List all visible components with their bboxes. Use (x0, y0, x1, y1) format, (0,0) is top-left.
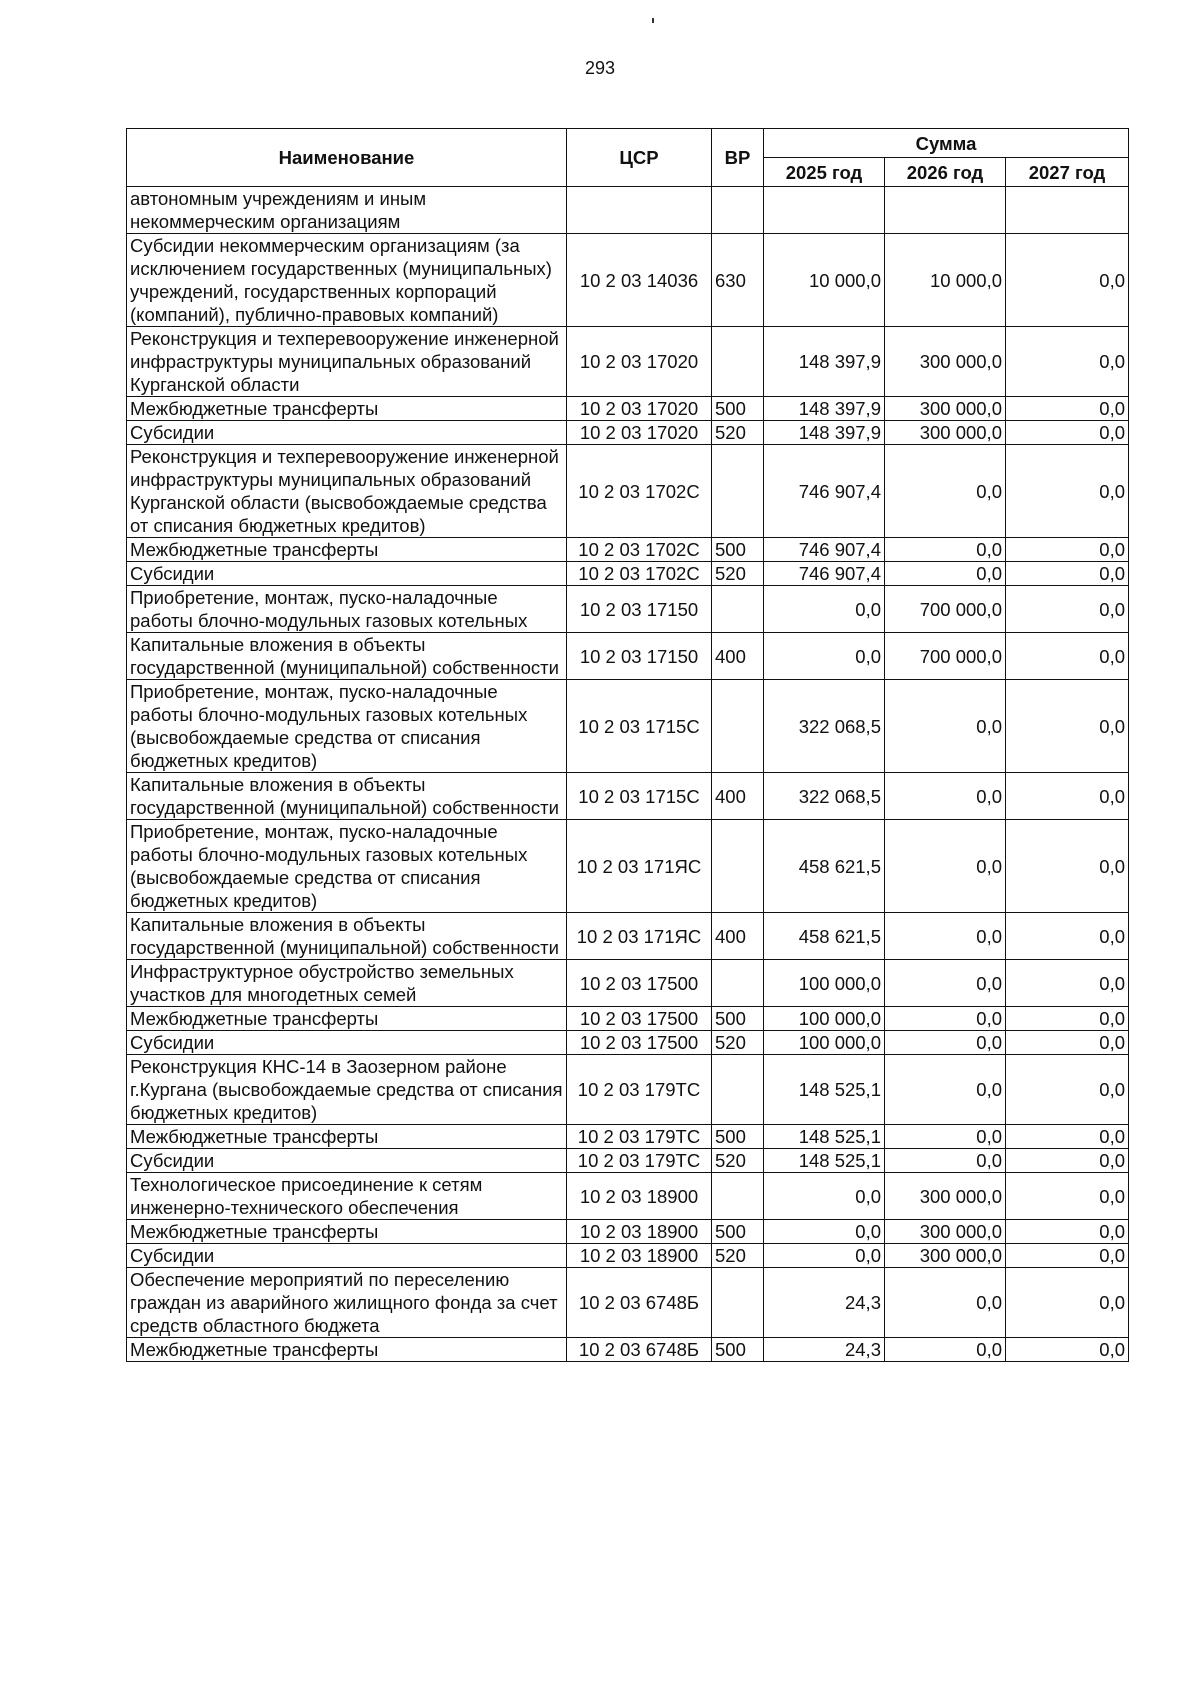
row-vr: 500 (712, 1338, 764, 1362)
row-csr: 10 2 03 17020 (567, 421, 712, 445)
row-amount-2027: 0,0 (1006, 445, 1129, 538)
table-row (127, 327, 1129, 397)
scan-mark (652, 18, 654, 23)
table-row (127, 820, 1129, 913)
table-row (127, 397, 1129, 421)
row-amount-2026: 0,0 (885, 1055, 1006, 1125)
row-amount-2027: 0,0 (1006, 1149, 1129, 1173)
row-amount-2027: 0,0 (1006, 1125, 1129, 1149)
row-name: Капитальные вложения в объекты государственной (муниципальной) собственности (127, 633, 567, 680)
row-amount-2027: 0,0 (1006, 1031, 1129, 1055)
row-vr: 630 (712, 234, 764, 327)
row-vr (712, 586, 764, 633)
row-amount-2026: 0,0 (885, 538, 1006, 562)
row-name: Обеспечение мероприятий по переселению граждан из аварийного жилищного фонда за счет средств областного бюджета (127, 1268, 567, 1338)
row-amount-2025: 24,3 (764, 1268, 885, 1338)
row-vr: 520 (712, 1031, 764, 1055)
row-amount-2026: 0,0 (885, 445, 1006, 538)
row-vr (712, 680, 764, 773)
row-vr: 520 (712, 1149, 764, 1173)
row-amount-2025: 0,0 (764, 1244, 885, 1268)
row-amount-2025: 24,3 (764, 1338, 885, 1362)
table-row (127, 1338, 1129, 1362)
table-row (127, 187, 1129, 234)
table-row (127, 633, 1129, 680)
header-year-2026: 2026 год (885, 158, 1006, 187)
row-csr: 10 2 03 6748Б (567, 1268, 712, 1338)
table-row (127, 1244, 1129, 1268)
row-vr (712, 960, 764, 1007)
row-name: Капитальные вложения в объекты государственной (муниципальной) собственности (127, 773, 567, 820)
row-name: автономным учреждениям и иным некоммерческим организациям (127, 187, 567, 234)
header-year-2025: 2025 год (764, 158, 885, 187)
row-vr (712, 1173, 764, 1220)
row-amount-2027: 0,0 (1006, 1173, 1129, 1220)
row-amount-2027: 0,0 (1006, 538, 1129, 562)
row-amount-2026: 0,0 (885, 960, 1006, 1007)
row-csr: 10 2 03 171ЯС (567, 913, 712, 960)
row-amount-2025: 458 621,5 (764, 913, 885, 960)
table-row (127, 1149, 1129, 1173)
row-amount-2026: 0,0 (885, 1007, 1006, 1031)
row-csr: 10 2 03 1715С (567, 680, 712, 773)
row-amount-2026: 300 000,0 (885, 1220, 1006, 1244)
row-amount-2025: 0,0 (764, 1173, 885, 1220)
row-vr: 520 (712, 562, 764, 586)
table-row (127, 445, 1129, 538)
row-csr: 10 2 03 1702С (567, 445, 712, 538)
header-year-2027: 2027 год (1006, 158, 1129, 187)
row-amount-2027: 0,0 (1006, 1268, 1129, 1338)
row-amount-2025: 100 000,0 (764, 1007, 885, 1031)
header-csr: ЦСР (567, 129, 712, 187)
row-amount-2026: 0,0 (885, 1125, 1006, 1149)
row-vr: 500 (712, 538, 764, 562)
row-name: Субсидии (127, 421, 567, 445)
row-amount-2027: 0,0 (1006, 421, 1129, 445)
row-amount-2026: 0,0 (885, 680, 1006, 773)
table-row (127, 1007, 1129, 1031)
table-row (127, 562, 1129, 586)
row-name: Субсидии (127, 1149, 567, 1173)
row-name: Межбюджетные трансферты (127, 1007, 567, 1031)
row-vr: 520 (712, 421, 764, 445)
row-name: Межбюджетные трансферты (127, 397, 567, 421)
row-amount-2026: 0,0 (885, 562, 1006, 586)
table-row (127, 421, 1129, 445)
row-vr (712, 187, 764, 234)
row-amount-2025: 322 068,5 (764, 773, 885, 820)
row-amount-2025: 148 525,1 (764, 1125, 885, 1149)
row-name: Реконструкция КНС-14 в Заозерном районе г.Кургана (высвобождаемые средства от списания бюджетных кредитов) (127, 1055, 567, 1125)
row-amount-2025: 746 907,4 (764, 538, 885, 562)
row-amount-2027: 0,0 (1006, 1055, 1129, 1125)
row-amount-2025: 0,0 (764, 633, 885, 680)
row-csr: 10 2 03 179ТС (567, 1055, 712, 1125)
row-amount-2026: 0,0 (885, 773, 1006, 820)
row-amount-2027: 0,0 (1006, 633, 1129, 680)
row-amount-2026: 0,0 (885, 820, 1006, 913)
row-csr: 10 2 03 17500 (567, 1007, 712, 1031)
row-name: Реконструкция и техперевооружение инженерной инфраструктуры муниципальных образований Курганской области (высвобождаемые средства от списания бюджетных кредитов) (127, 445, 567, 538)
row-csr: 10 2 03 1715С (567, 773, 712, 820)
table-row (127, 773, 1129, 820)
page-number: 293 (584, 58, 616, 78)
row-csr: 10 2 03 18900 (567, 1244, 712, 1268)
row-name: Технологическое присоединение к сетям инженерно-технического обеспечения (127, 1173, 567, 1220)
row-amount-2027: 0,0 (1006, 960, 1129, 1007)
row-amount-2027: 0,0 (1006, 586, 1129, 633)
row-csr: 10 2 03 18900 (567, 1220, 712, 1244)
row-amount-2025: 148 397,9 (764, 397, 885, 421)
table-body (127, 187, 1129, 1362)
row-amount-2025: 148 397,9 (764, 327, 885, 397)
row-vr: 500 (712, 397, 764, 421)
row-vr: 500 (712, 1007, 764, 1031)
row-vr (712, 327, 764, 397)
row-name: Межбюджетные трансферты (127, 538, 567, 562)
row-csr (567, 187, 712, 234)
row-amount-2025: 100 000,0 (764, 1031, 885, 1055)
row-amount-2026: 0,0 (885, 1268, 1006, 1338)
row-vr: 400 (712, 773, 764, 820)
row-amount-2026: 0,0 (885, 913, 1006, 960)
row-csr: 10 2 03 6748Б (567, 1338, 712, 1362)
header-vr: ВР (712, 129, 764, 187)
row-amount-2027: 0,0 (1006, 1244, 1129, 1268)
row-vr: 500 (712, 1125, 764, 1149)
row-vr: 400 (712, 633, 764, 680)
row-amount-2027: 0,0 (1006, 1338, 1129, 1362)
row-vr: 500 (712, 1220, 764, 1244)
row-amount-2027: 0,0 (1006, 1007, 1129, 1031)
row-amount-2026: 10 000,0 (885, 234, 1006, 327)
row-amount-2026: 300 000,0 (885, 327, 1006, 397)
row-amount-2025: 148 525,1 (764, 1055, 885, 1125)
row-amount-2026: 700 000,0 (885, 633, 1006, 680)
table-row (127, 1031, 1129, 1055)
header-sum: Сумма (764, 129, 1129, 158)
row-amount-2025: 746 907,4 (764, 445, 885, 538)
row-name: Инфраструктурное обустройство земельных участков для многодетных семей (127, 960, 567, 1007)
row-amount-2027: 0,0 (1006, 773, 1129, 820)
row-amount-2025: 746 907,4 (764, 562, 885, 586)
row-name: Приобретение, монтаж, пуско-наладочные работы блочно-модульных газовых котельных (высвобождаемые средства от списания бюджетных кредитов) (127, 820, 567, 913)
row-vr: 400 (712, 913, 764, 960)
row-amount-2025: 148 525,1 (764, 1149, 885, 1173)
row-name: Субсидии (127, 562, 567, 586)
row-name: Межбюджетные трансферты (127, 1338, 567, 1362)
row-amount-2027: 0,0 (1006, 562, 1129, 586)
row-csr: 10 2 03 17020 (567, 397, 712, 421)
table-row (127, 538, 1129, 562)
row-name: Субсидии (127, 1244, 567, 1268)
row-amount-2026: 300 000,0 (885, 1244, 1006, 1268)
row-amount-2025: 10 000,0 (764, 234, 885, 327)
row-amount-2026 (885, 187, 1006, 234)
row-csr: 10 2 03 17020 (567, 327, 712, 397)
table-row (127, 586, 1129, 633)
row-csr: 10 2 03 171ЯС (567, 820, 712, 913)
row-amount-2027: 0,0 (1006, 820, 1129, 913)
table-row (127, 1220, 1129, 1244)
row-amount-2026: 0,0 (885, 1338, 1006, 1362)
table-row (127, 960, 1129, 1007)
table-row (127, 1055, 1129, 1125)
row-amount-2026: 0,0 (885, 1149, 1006, 1173)
row-csr: 10 2 03 14036 (567, 234, 712, 327)
row-vr (712, 820, 764, 913)
row-csr: 10 2 03 17150 (567, 633, 712, 680)
header-name: Наименование (127, 129, 567, 187)
row-amount-2025: 322 068,5 (764, 680, 885, 773)
row-vr (712, 445, 764, 538)
row-csr: 10 2 03 17500 (567, 960, 712, 1007)
row-amount-2027: 0,0 (1006, 1220, 1129, 1244)
row-amount-2025: 0,0 (764, 1220, 885, 1244)
row-csr: 10 2 03 18900 (567, 1173, 712, 1220)
row-csr: 10 2 03 17500 (567, 1031, 712, 1055)
row-vr (712, 1055, 764, 1125)
row-name: Субсидии (127, 1031, 567, 1055)
row-name: Приобретение, монтаж, пуско-наладочные работы блочно-модульных газовых котельных (127, 586, 567, 633)
row-amount-2026: 0,0 (885, 1031, 1006, 1055)
row-amount-2027 (1006, 187, 1129, 234)
table-row (127, 913, 1129, 960)
row-name: Реконструкция и техперевооружение инженерной инфраструктуры муниципальных образований Курганской области (127, 327, 567, 397)
table-row (127, 1173, 1129, 1220)
budget-table (126, 128, 1129, 1362)
row-amount-2026: 300 000,0 (885, 421, 1006, 445)
row-csr: 10 2 03 1702С (567, 562, 712, 586)
row-amount-2026: 300 000,0 (885, 1173, 1006, 1220)
row-csr: 10 2 03 1702С (567, 538, 712, 562)
row-amount-2027: 0,0 (1006, 913, 1129, 960)
row-csr: 10 2 03 179ТС (567, 1125, 712, 1149)
row-amount-2026: 300 000,0 (885, 397, 1006, 421)
row-amount-2027: 0,0 (1006, 680, 1129, 773)
row-name: Капитальные вложения в объекты государственной (муниципальной) собственности (127, 913, 567, 960)
table-row (127, 680, 1129, 773)
row-amount-2027: 0,0 (1006, 397, 1129, 421)
table-row (127, 1268, 1129, 1338)
row-csr: 10 2 03 17150 (567, 586, 712, 633)
row-amount-2026: 700 000,0 (885, 586, 1006, 633)
row-name: Субсидии некоммерческим организациям (за исключением государственных (муниципальных) учреждений, государственных корпораций (компаний), публично-правовых компаний) (127, 234, 567, 327)
table-row (127, 1125, 1129, 1149)
row-vr (712, 1268, 764, 1338)
row-amount-2027: 0,0 (1006, 234, 1129, 327)
row-amount-2025: 100 000,0 (764, 960, 885, 1007)
row-vr: 520 (712, 1244, 764, 1268)
row-csr: 10 2 03 179ТС (567, 1149, 712, 1173)
row-amount-2025 (764, 187, 885, 234)
row-amount-2025: 458 621,5 (764, 820, 885, 913)
row-name: Приобретение, монтаж, пуско-наладочные работы блочно-модульных газовых котельных (высвобождаемые средства от списания бюджетных кредитов) (127, 680, 567, 773)
row-amount-2027: 0,0 (1006, 327, 1129, 397)
row-name: Межбюджетные трансферты (127, 1125, 567, 1149)
table-row (127, 234, 1129, 327)
row-amount-2025: 148 397,9 (764, 421, 885, 445)
header-row-top (127, 129, 1129, 158)
row-name: Межбюджетные трансферты (127, 1220, 567, 1244)
row-amount-2025: 0,0 (764, 586, 885, 633)
